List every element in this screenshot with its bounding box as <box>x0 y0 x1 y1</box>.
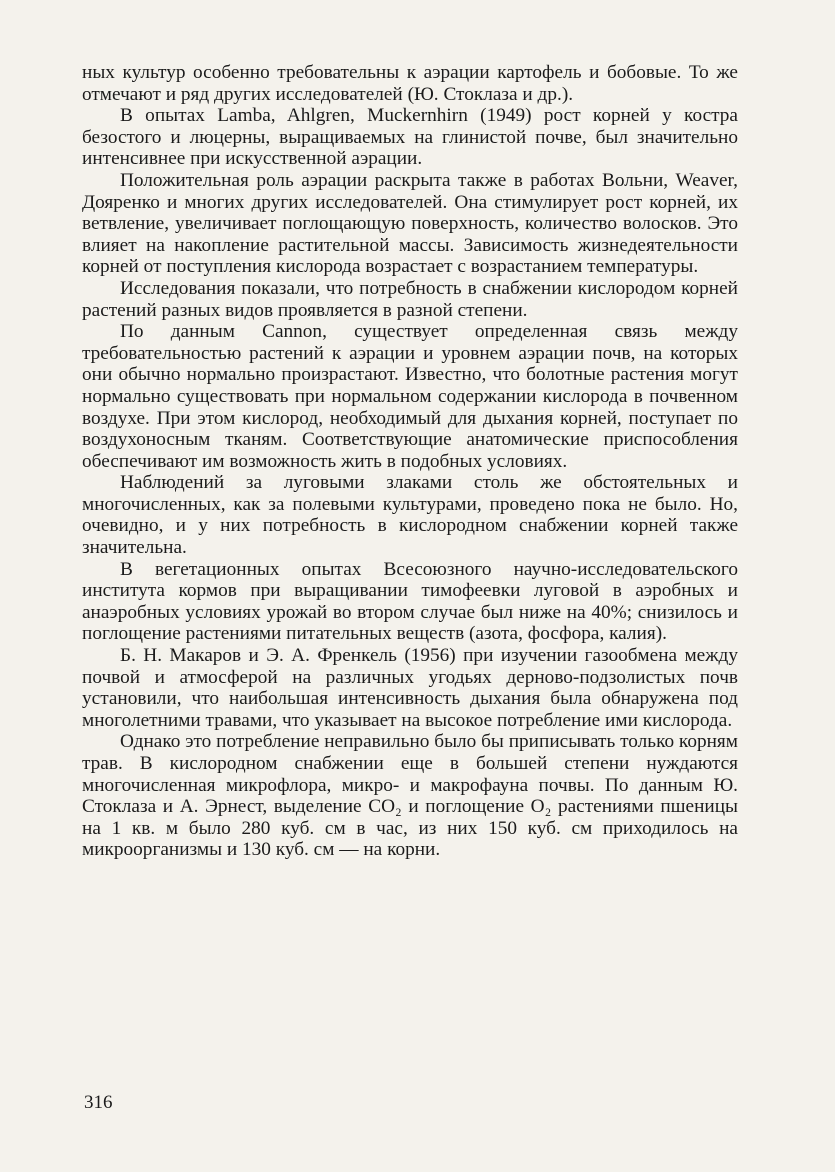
paragraph: Исследования показали, что потребность в снабжении кислородом корней растений разных видов проявляется в разной степени. <box>82 277 738 321</box>
page-number: 316 <box>84 1092 113 1113</box>
paragraph: В вегетационных опытах Всесоюзного научно-исследовательского института кормов при выращивании тимофеевки луговой в аэробных и анаэробных условиях урожай во втором случае был ниже на 40%; снизилось и поглощение растениями питательных веществ (азота, фосфора, калия). <box>82 558 738 645</box>
paragraph: По данным Cannon, существует определенная связь между требовательностью растений к аэрации и уровнем аэрации почв, на которых они обычно нормально произрастают. Известно, что болотные растения могут нормально существовать при нормальном содержании кислорода в почвенном воздухе. При этом кислород, необходимый для дыхания корней, поступает по воздухоносным тканям. Соответствующие анатомические приспособления обеспечивают им возможность жить в подобных условиях. <box>82 321 738 472</box>
paragraph: Наблюдений за луговыми злаками столь же обстоятельных и многочисленных, как за полевыми культурами, проведено пока не было. Но, очевидно, и у них потребность в кислородном снабжении корней также значительна. <box>82 472 738 559</box>
paragraph: Б. Н. Макаров и Э. А. Френкель (1956) при изучении газообмена между почвой и атмосферой на различных угодьях дерново-подзолистых почв установили, что наибольшая интенсивность дыхания была обнаружена под многолетними травами, что указывает на высокое потребление ими кислорода. <box>82 645 738 731</box>
paragraph: ных культур особенно требовательны к аэрации картофель и бобовые. То же отмечают и ряд других исследователей (Ю. Стоклаза и др.). <box>82 62 738 105</box>
page-text <box>82 62 738 861</box>
paragraph: Однако это потребление неправильно было бы приписывать только корням трав. В кислородном снабжении еще в большей степени нуждаются многочисленная микрофлора, микро- и макрофауна почвы. По данным Ю. Стоклаза и А. Эрнест, выделение CO₂ и поглощение O₂ растениями пшеницы на 1 кв. м было 280 куб. см в час, из них 150 куб. см приходилось на микроорганизмы и 130 куб. см — на корни. <box>82 731 738 861</box>
paragraph: В опытах Lamba, Ahlgren, Muckernhirn (1949) рост корней у костра безостого и люцерны, выращиваемых на глинистой почве, был значительно интенсивнее при искусственной аэрации. <box>82 105 738 170</box>
paragraph: Положительная роль аэрации раскрыта также в работах Вольни, Weaver, Дояренко и многих других исследователей. Она стимулирует рост корней, их ветвление, увеличивает поглощающую поверхность, количество волосков. Это влияет на накопление растительной массы. Зависимость жизнедеятельности корней от поступления кислорода возрастает с возрастанием температуры. <box>82 169 738 278</box>
